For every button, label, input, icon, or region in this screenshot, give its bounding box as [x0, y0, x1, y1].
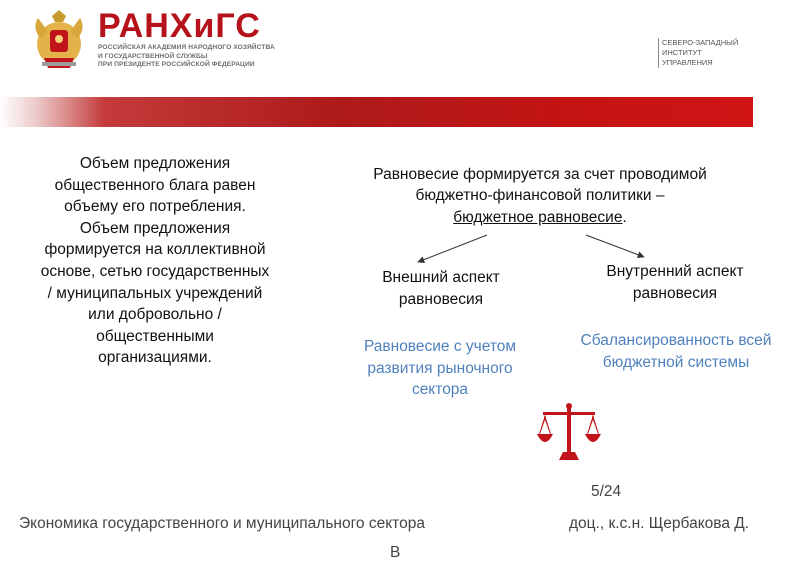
header-band [0, 97, 753, 127]
author: доц., к.с.н. Щербакова Д. [569, 515, 750, 532]
logo-title: РАНХиГС [98, 7, 261, 45]
page-number: 5/24 [591, 483, 622, 500]
intro-line: Равновесие формируется за счет проводимой [373, 166, 707, 183]
left-arrow-icon [418, 235, 487, 262]
intro-line-3 [330, 207, 750, 228]
logo-subtitle-line: ПРИ ПРЕЗИДЕНТЕ РОССИЙСКОЙ ФЕДЕРАЦИИ [98, 61, 255, 69]
left-paragraph: Объем предложения общественного блага равен объему его потребления. Объем предложения формируется на коллективной основе, сетью государственных / муниципальных учреждений или добровольно / общественными организациями. [40, 155, 270, 367]
institute-line: СЕВЕРО-ЗАПАДНЫЙ [662, 38, 739, 47]
external-aspect-description: Равновесие с учетом развития рыночного сектора [363, 338, 517, 398]
internal-aspect-heading: Внутренний аспект равновесия [606, 263, 744, 302]
scales-icon [537, 402, 601, 464]
internal-aspect-description: Сбалансированность всей бюджетной системы [580, 332, 772, 371]
institute-name [658, 38, 738, 68]
intro-line: бюджетно-финансовой политики – [415, 187, 665, 205]
institute-line: УПРАВЛЕНИЯ [662, 58, 713, 67]
intro-tail: . [622, 208, 627, 226]
logo-subtitle-line: РОССИЙСКАЯ АКАДЕМИЯ НАРОДНОГО ХОЗЯЙСТВА [98, 44, 275, 51]
logo-subtitle-line: И ГОСУДАРСТВЕННОЙ СЛУЖБЫ [98, 52, 208, 60]
external-aspect-heading: Внешний аспект равновесия [382, 269, 500, 308]
logo-subtitle [98, 44, 275, 70]
intro-paragraph [330, 164, 750, 228]
cut-off-text: В [390, 544, 401, 561]
intro-underlined-term: бюджетное равновесие [453, 208, 623, 226]
course-title: Экономика государственного и муниципального сектора [19, 515, 425, 532]
institute-line: ИНСТИТУТ [662, 48, 702, 57]
emblem-icon [30, 8, 88, 72]
right-arrow-icon [586, 235, 644, 257]
